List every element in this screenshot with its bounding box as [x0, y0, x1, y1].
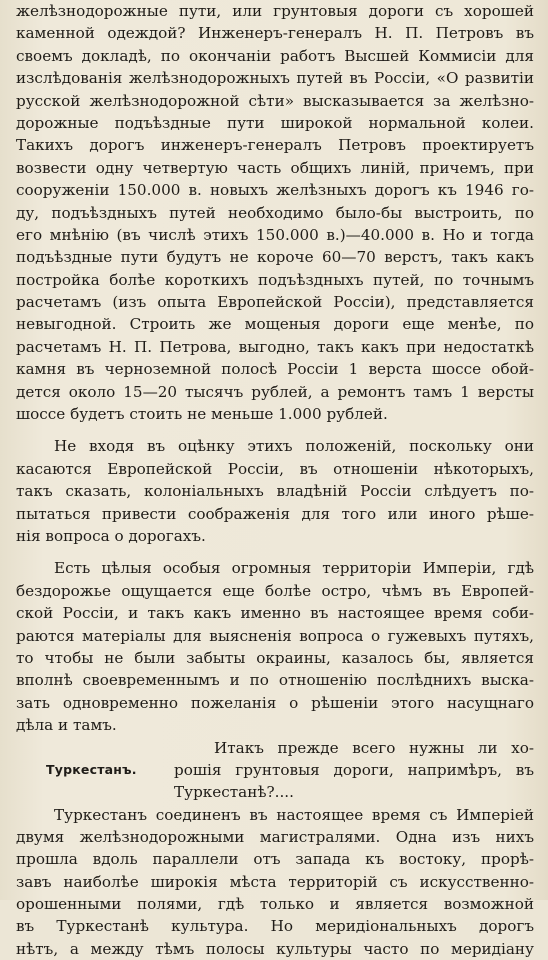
text-line: прошла вдоль параллели отъ запада къ востоку, прорѣ- [16, 848, 534, 870]
text-line: каменной одеждой? Инженеръ-генералъ Н. П. Петровъ въ [16, 22, 534, 44]
text-line: завъ наиболѣе широкія мѣста территорій съ искусственно- [16, 871, 534, 893]
section-heading: Туркестанъ. [46, 759, 137, 781]
text-line: Туркестанѣ?.... [174, 781, 534, 803]
text-line: изслѣдованія желѣзнодорожныхъ путей въ Россіи, «О развитіи [16, 67, 534, 89]
text-line: Итакъ прежде всего нужны ли хо- [174, 737, 534, 759]
text-line: Не входя въ оцѣнку этихъ положеній, поскольку они [16, 435, 534, 457]
text-line: нѣтъ, а между тѣмъ полосы культуры часто по меридіану [16, 938, 534, 960]
paragraph-3 [16, 557, 534, 736]
paragraph-4 [16, 804, 534, 960]
text-line: то чтобы не были забыты окраины, казалось бы, является [16, 647, 534, 669]
text-line: такъ сказать, колоніальныхъ владѣній Россіи слѣдуетъ по- [16, 480, 534, 502]
text-line: шоссе будетъ стоить не меньше 1.000 рублей. [16, 403, 534, 425]
text-line: дорожные подъѣздные пути широкой нормальной колеи. [16, 112, 534, 134]
text-line: возвести одну четвертую часть общихъ линій, причемъ, при [16, 157, 534, 179]
text-line: расчетамъ (изъ опыта Европейской Россіи), представляется [16, 291, 534, 313]
text-line: его мнѣнію (въ числѣ этихъ 150.000 в.)—40.000 в. Но и тогда [16, 224, 534, 246]
text-line: желѣзнодорожные пути, или грунтовыя дороги съ хорошей [16, 0, 534, 22]
text-line: касаются Европейской Россіи, въ отношеніи нѣкоторыхъ, [16, 458, 534, 480]
section-turkestan [16, 737, 534, 804]
text-line: дѣла и тамъ. [16, 714, 534, 736]
text-line: двумя желѣзнодорожными магистралями. Одна изъ нихъ [16, 826, 534, 848]
text-line: вполнѣ своевременнымъ и по отношенію послѣднихъ выска- [16, 669, 534, 691]
text-line: подъѣздные пути будутъ не короче 60—70 верстъ, такъ какъ [16, 246, 534, 268]
text-line: расчетамъ Н. П. Петрова, выгодно, такъ какъ при недостаткѣ [16, 336, 534, 358]
paragraph-1 [16, 0, 534, 425]
text-line: бездорожье ощущается еще болѣе остро, чѣмъ въ Европей- [16, 580, 534, 602]
text-line: Есть цѣлыя особыя огромныя территоріи Имперіи, гдѣ [16, 557, 534, 579]
text-line: дется около 15—20 тысячъ рублей, а ремонтъ тамъ 1 версты [16, 381, 534, 403]
section-intro [174, 737, 534, 804]
text-line: нія вопроса о дорогахъ. [16, 525, 534, 547]
text-line: Такихъ дорогъ инженеръ-генералъ Петровъ проектируетъ [16, 134, 534, 156]
text-line: орошенными полями, гдѣ только и является возможной [16, 893, 534, 915]
text-line: рошія грунтовыя дороги, напримѣръ, въ [174, 759, 534, 781]
text-line: пытаться привести соображенія для того или иного рѣше- [16, 503, 534, 525]
text-line: сооруженіи 150.000 в. новыхъ желѣзныхъ дорогъ къ 1946 го- [16, 179, 534, 201]
text-line: русской желѣзнодорожной сѣти» высказывается за желѣзно- [16, 90, 534, 112]
paragraph-2 [16, 435, 534, 547]
text-line: постройка болѣе короткихъ подъѣздныхъ путей, по точнымъ [16, 269, 534, 291]
text-line: Туркестанъ соединенъ въ настоящее время съ Имперіей [16, 804, 534, 826]
text-line: ду, подъѣздныхъ путей необходимо было-бы выстроить, по [16, 202, 534, 224]
text-line: камня въ черноземной полосѣ Россіи 1 верста шоссе обой- [16, 358, 534, 380]
text-line: своемъ докладѣ, по окончаніи работъ Высшей Коммисіи для [16, 45, 534, 67]
text-line: раются матеріалы для выясненія вопроса о гужевыхъ путяхъ, [16, 625, 534, 647]
text-line: въ Туркестанѣ культура. Но меридіональныхъ дорогъ [16, 915, 534, 937]
text-line: зать одновременно пожеланія о рѣшеніи этого насущнаго [16, 692, 534, 714]
text-line: ской Россіи, и такъ какъ именно въ настоящее время соби- [16, 602, 534, 624]
text-line: невыгодной. Строить же мощеныя дороги еще менѣе, по [16, 313, 534, 335]
body-text [16, 0, 534, 960]
